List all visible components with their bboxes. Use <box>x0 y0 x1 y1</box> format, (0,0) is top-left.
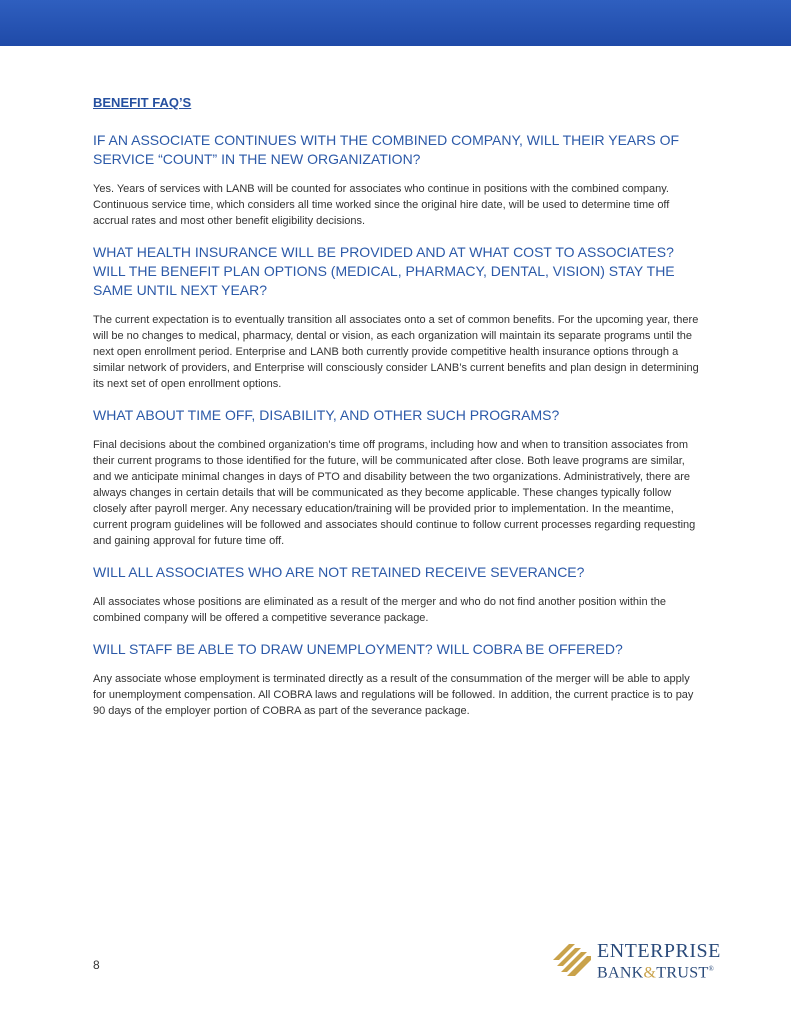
logo-text-bank-trust <box>597 960 714 982</box>
logo-text-trust: TRUST <box>656 964 709 982</box>
enterprise-bank-logo <box>551 940 736 980</box>
logo-text-bank: BANK <box>597 964 644 982</box>
header-band <box>0 0 791 46</box>
faq-answer-3: Final decisions about the combined organization's time off programs, including how and when to transition associates from their current programs to those identified for the future, will be communicated after close. Both leave programs are similar, and we anticipate minimal changes in days of PTO and disability between the two organizations. Administratively, there are always changes in certain details that will be communicated as they become applicable. These changes typically follow closely after payroll merger. Any necessary education/training will be provided prior to implementation. In the meantime, current program guidelines will be followed and associates should continue to follow current processes regarding requesting and gaining approval for future time off. <box>93 439 696 547</box>
faq-answer-5: Any associate whose employment is terminated directly as a result of the consummation of the merger will be able to apply for unemployment compensation. All COBRA laws and regulations will be followed. In addition, the current practice is to pay 90 days of the employer portion of COBRA as part of the severance package. <box>93 673 694 717</box>
faq-answer-2: The current expectation is to eventually transition all associates onto a set of common benefits. For the upcoming year, there will be no changes to medical, pharmacy, dental or vision, as each organization will maintain its separate programs until the next open enrollment period. Enterprise and LANB both currently provide competitive health insurance options through a similar network of providers, and Enterprise will consciously consider LANB’s current benefits and plan design in determining its next set of open enrollment options. <box>93 314 699 390</box>
logo-stripes-icon <box>551 940 593 976</box>
logo-ampersand: & <box>643 964 657 982</box>
faq-question-4: WILL ALL ASSOCIATES WHO ARE NOT RETAINED RECEIVE SEVERANCE? <box>93 564 585 580</box>
logo-text-enterprise: ENTERPRISE <box>597 940 721 962</box>
page-number: 8 <box>93 958 100 972</box>
page-title: BENEFIT FAQ’S <box>93 95 192 110</box>
faq-answer-1: Yes. Years of services with LANB will be counted for associates who continue in positions with the combined company. Continuous service time, which considers all time worked since the original hire date, will be used to determine time off accrual rates and most other benefit eligibility decisions. <box>93 183 670 227</box>
faq-question-2: WHAT HEALTH INSURANCE WILL BE PROVIDED AND AT WHAT COST TO ASSOCIATES? WILL THE BENEFIT PLAN OPTIONS (MEDICAL, PHARMACY, DENTAL, VISION) STAY THE SAME UNTIL NEXT YEAR? <box>93 244 675 298</box>
faq-question-1: IF AN ASSOCIATE CONTINUES WITH THE COMBINED COMPANY, WILL THEIR YEARS OF SERVICE “COUNT” IN THE NEW ORGANIZATION? <box>93 132 680 167</box>
faq-question-3: WHAT ABOUT TIME OFF, DISABILITY, AND OTHER SUCH PROGRAMS? <box>93 407 560 423</box>
logo-registered-mark: ® <box>708 965 715 973</box>
faq-question-5: WILL STAFF BE ABLE TO DRAW UNEMPLOYMENT? WILL COBRA BE OFFERED? <box>93 641 623 657</box>
faq-content <box>93 95 703 733</box>
faq-answer-4: All associates whose positions are eliminated as a result of the merger and who do not find another position within the combined company will be offered a competitive severance package. <box>93 596 666 624</box>
